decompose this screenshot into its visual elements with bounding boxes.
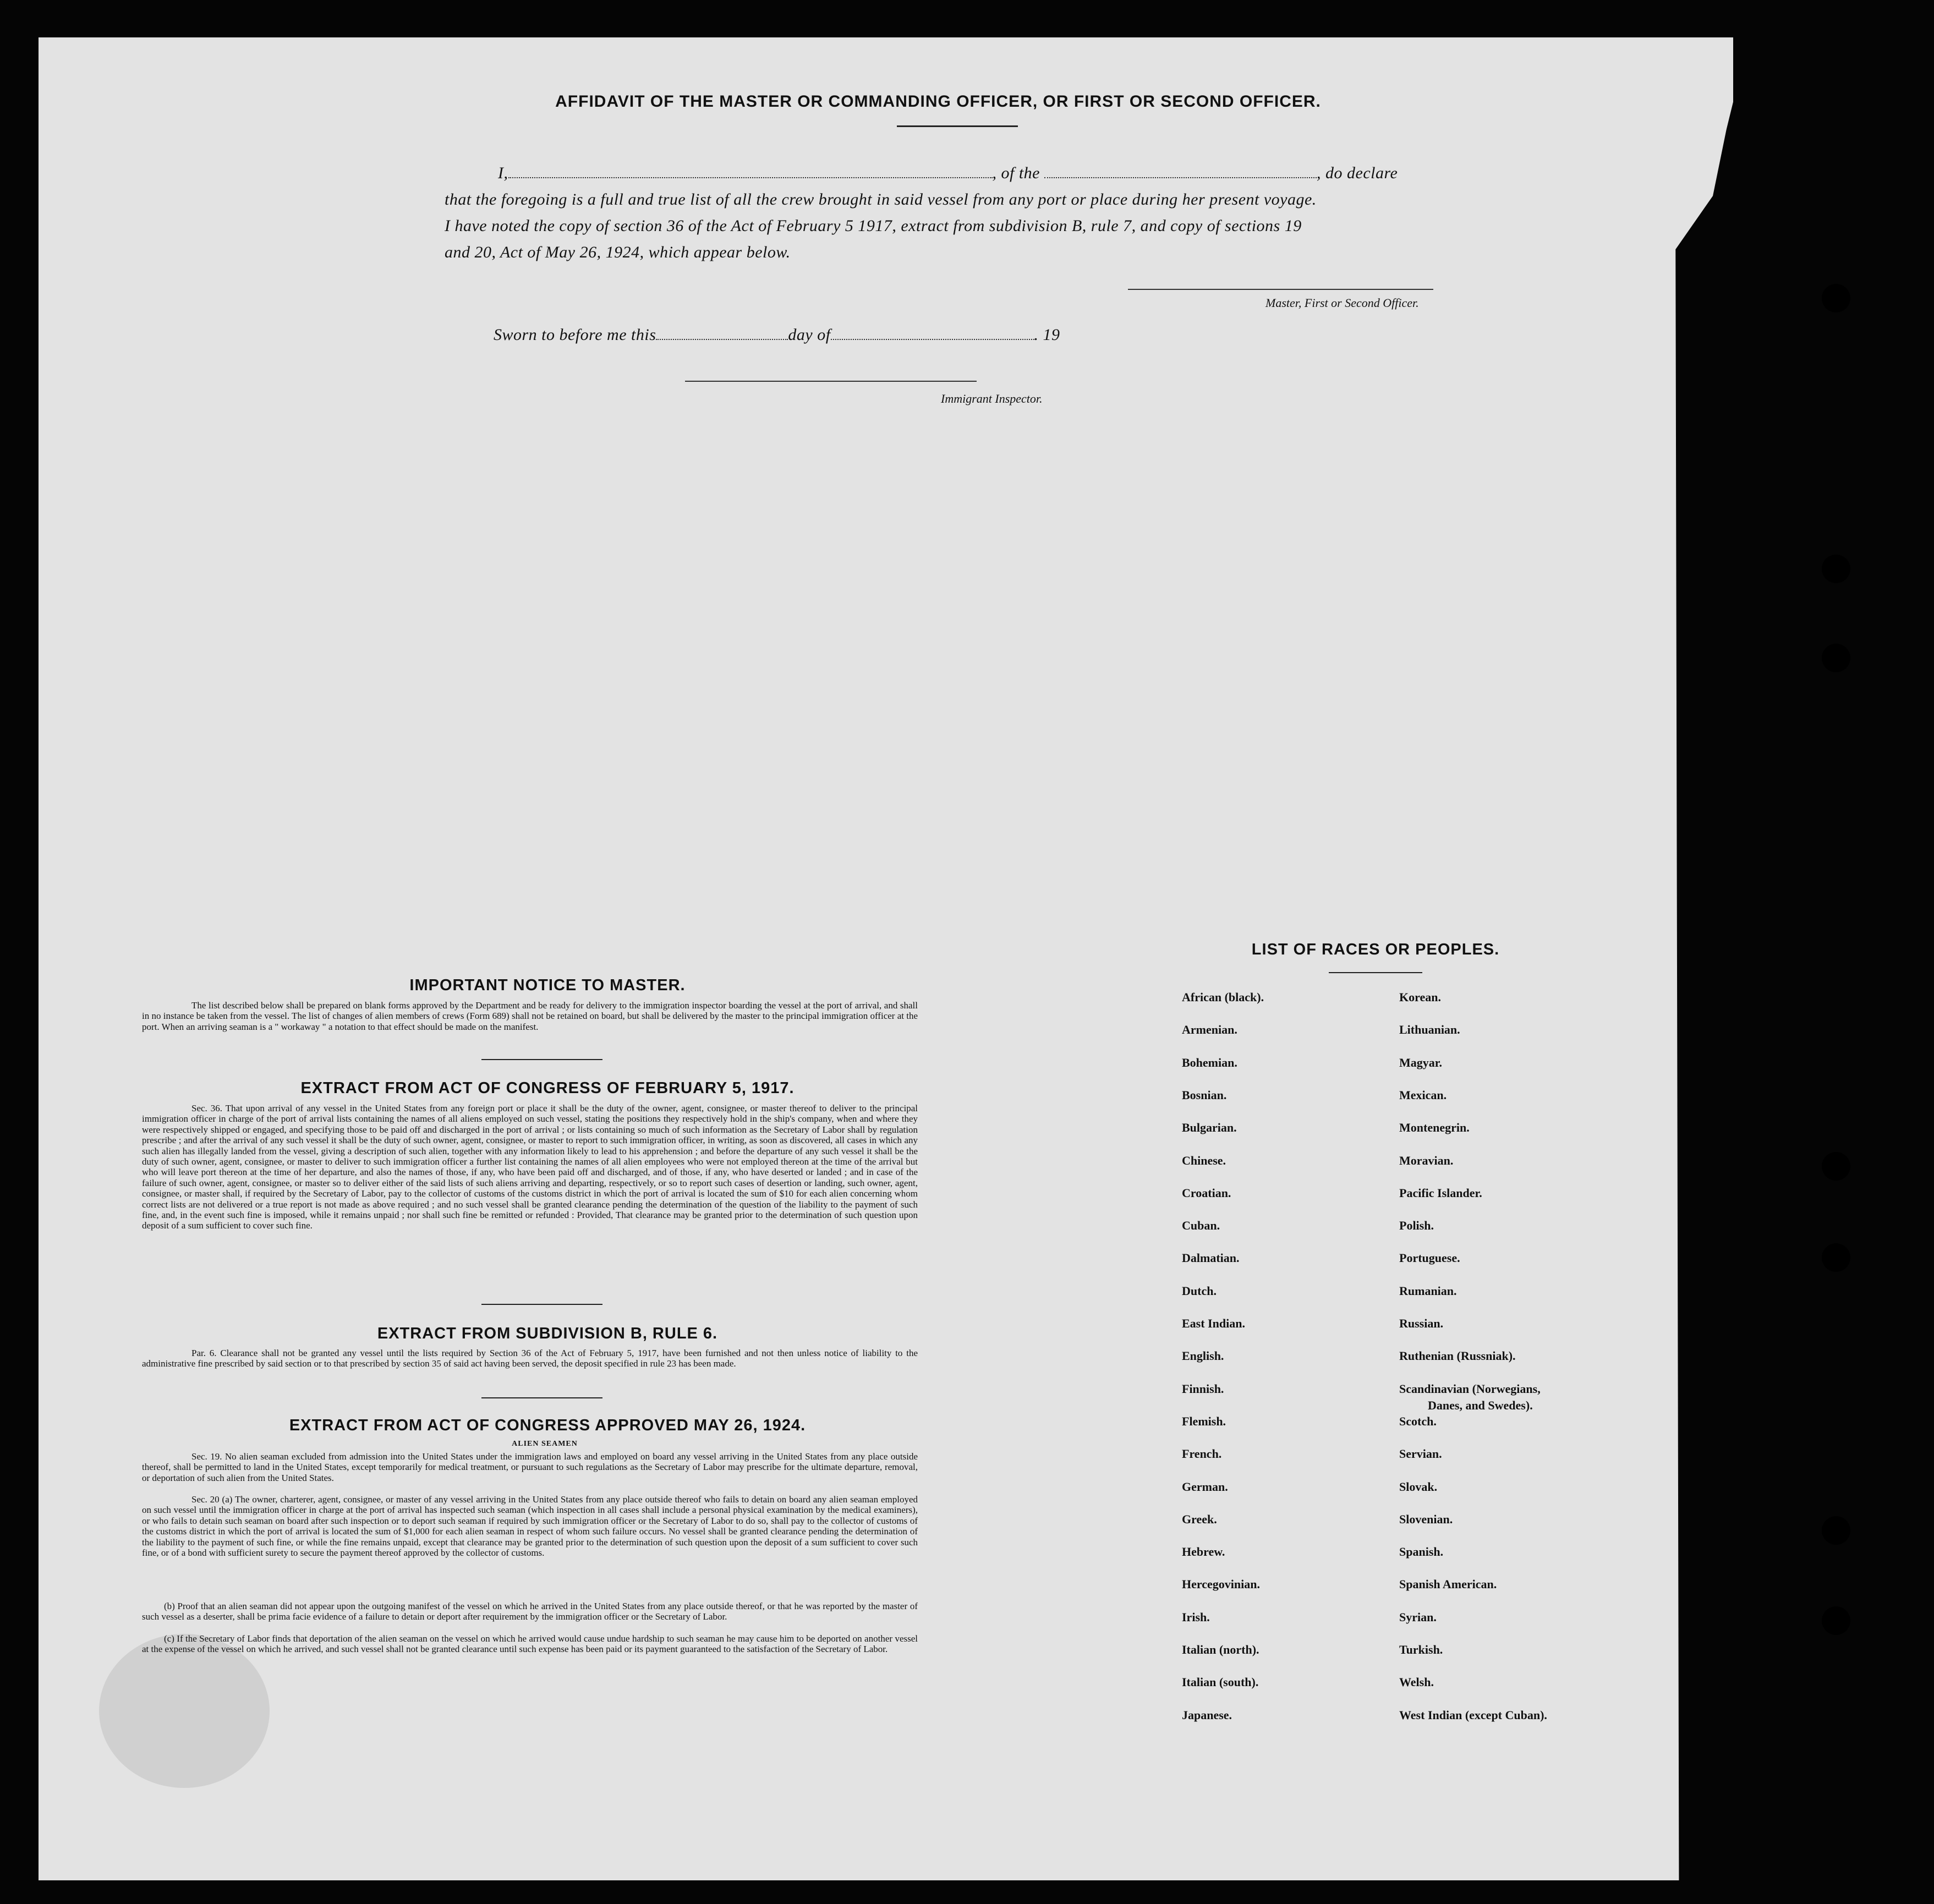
race-item: Welsh. [1399, 1675, 1434, 1689]
races-title: LIST OF RACES OR PEOPLES. [1251, 941, 1500, 958]
affidavit-line-2: that the foregoing is a full and true list of all the crew brought in said vessel from any port or place during her present voyage. [445, 190, 1317, 208]
race-item: Hebrew. [1182, 1545, 1225, 1559]
notice-title: IMPORTANT NOTICE TO MASTER. [409, 976, 686, 994]
race-item: Irish. [1182, 1610, 1210, 1624]
race-item: Mexican. [1399, 1088, 1447, 1102]
rule6-title: EXTRACT FROM SUBDIVISION B, RULE 6. [377, 1325, 718, 1342]
name-blank[interactable] [508, 165, 993, 178]
vessel-blank[interactable] [1044, 165, 1317, 178]
sec19-body: Sec. 19. No alien seaman excluded from admission into the United States under the immigration laws and employed on board any vessel arriving in the United States from any place outside thereof, shall be permitted to land in the United States, except temporarily for medical treatment, or pursuant to such regulations as the Secretary of Labor may prescribe for the ultimate departure, removal, or deportation of such alien from the United States. [142, 1451, 918, 1483]
sworn-line: Sworn to before me this day of . 19 [494, 326, 1060, 344]
race-item: English. [1182, 1349, 1224, 1363]
master-signature-line[interactable] [1128, 289, 1433, 290]
affidavit-line-4: and 20, Act of May 26, 1924, which appear below. [445, 243, 791, 261]
race-item: Bohemian. [1182, 1055, 1237, 1069]
race-item: Dutch. [1182, 1283, 1217, 1298]
race-item: East Indian. [1182, 1316, 1245, 1330]
race-item: Finnish. [1182, 1381, 1224, 1396]
section-rule [481, 1059, 602, 1060]
month-blank[interactable] [831, 327, 1034, 340]
master-caption: Master, First or Second Officer. [1265, 296, 1419, 310]
races-rule [1329, 972, 1422, 973]
section-rule [481, 1397, 602, 1398]
race-item: Ruthenian (Russniak). [1399, 1349, 1516, 1363]
race-item: Syrian. [1399, 1610, 1437, 1624]
race-item: Slovak. [1399, 1479, 1438, 1494]
race-item: Lithuanian. [1399, 1023, 1460, 1037]
punch-hole [1822, 1152, 1850, 1181]
race-item: Hercegovinian. [1182, 1577, 1260, 1592]
race-item: Spanish American. [1399, 1577, 1497, 1592]
race-item: Turkish. [1399, 1643, 1443, 1656]
race-item: Portuguese. [1399, 1251, 1460, 1265]
race-item: Japanese. [1182, 1708, 1232, 1722]
punch-hole [1822, 1516, 1850, 1545]
race-item: German. [1182, 1479, 1228, 1494]
race-item: Italian (north). [1182, 1643, 1259, 1656]
extract-1917-body: Sec. 36. That upon arrival of any vessel in the United States from any foreign port or place it shall be the duty of the owner, agent, consignee, or master thereof to deliver to the principal immigration officer in charge of the port of arrival lists containing the names of all aliens employed on such vessel, stating the positions they respectively hold in the ship's company, when and where they were respectively shipped or engaged, and specifying those to be paid off and discharged in the port of arrival ; or lists containing so much of such information as the Secretary of Labor shall by regulation prescribe ; and after the arrival of any such vessel it shall be the duty of such owner, agent, consignee, or master to report to such immigration officer, in writing, as soon as discovered, all cases in which any such alien has illegally landed from the vessel, giving a description of such alien, together with any information likely to lead to his apprehension ; and before the departure of any such vessel it shall be the duty of such owner, agent, consignee, or master to deliver to such immigration officer a further list containing the names of all alien employees who were not employed thereon at the time of the arrival but who will leave port thereon at the time of her departure, and also the names of those, if any, who have been paid off and discharged, and of those, if any, who have deserted or landed ; and in case of the failure of such owner, agent, consignee, or master so to deliver either of the said lists of such aliens arriving and departing, respectively, or so to report such cases of desertion or landing, such owner, agent, consignee, or master shall, if required by the Secretary of Labor, pay to the collector of customs of the customs district in which the port of arrival is located the sum of $10 for each alien concerning whom correct lists are not delivered or a true report is not made as above required ; and no such vessel shall be granted clearance pending the determination of the question of the liability to the payment of such fine, and, in the event such fine is imposed, while it remains unpaid ; nor shall such fine be remitted or refunded : Provided, That clearance may be granted prior to the determination of such question upon deposit of a sum sufficient to cover such fine. [142, 1103, 918, 1231]
punch-hole [1822, 284, 1850, 312]
sec20a-body: Sec. 20 (a) The owner, charterer, agent, consignee, or master of any vessel arriving in the United States from any place outside thereof who fails to detain on board any alien seaman employed on such vessel until the immigration officer in charge at the port of arrival has inspected such seaman (which inspection in all cases shall include a personal physical examination by the medical examiners), or who fails to detain such seaman on board after such inspection or to deport such seaman if required by such immigration officer or the Secretary of Labor to do so, shall pay to the collector of customs of the customs district in which the port of arrival is located the sum of $1,000 for each alien seaman in respect of whom such failure occurs. No vessel shall be granted clearance pending the determination of the liability to the payment of such fine, or while the fine remains unpaid, except that clearance may be granted prior to the determination of such question upon the deposit of a sum sufficient to cover such fine, or of a bond with sufficient surety to secure the payment thereof approved by the collector of customs. [142, 1494, 918, 1559]
race-item: Greek. [1182, 1512, 1217, 1526]
rule6-body: Par. 6. Clearance shall not be granted any vessel until the lists required by Section 36 of the Act of February 5, 1917, have been furnished and not then unless notice of liability to the administrative fine prescribed by said section or to that prescribed by section 35 of said act having been served, the deposit specified in rule 23 has been made. [142, 1348, 918, 1369]
race-item: Italian (south). [1182, 1675, 1259, 1689]
inspector-signature-line[interactable] [685, 381, 977, 382]
seal-stamp [99, 1634, 270, 1788]
race-item: Armenian. [1182, 1023, 1237, 1037]
race-item: West Indian (except Cuban). [1399, 1708, 1547, 1722]
punch-hole [1822, 644, 1850, 672]
race-item: Korean. [1399, 990, 1441, 1004]
sec20b-body: (b) Proof that an alien seaman did not appear upon the outgoing manifest of the vessel on which he arrived in the United States from any place outside thereof, or that he was reported by the master of such vessel as a deserter, shall be prima facie evidence of a failure to detain or deport after requirement by the immigration officer or the Secretary of Labor. [142, 1601, 918, 1622]
race-item: Montenegrin. [1399, 1121, 1470, 1135]
race-item-continuation: Danes, and Swedes). [1428, 1398, 1533, 1412]
notice-body: The list described below shall be prepared on blank forms approved by the Department and be ready for delivery to the immigration inspector boarding the vessel at the port of arrival, and shall in no instance be taken from the vessel. The list of changes of alien members of crews (Form 689) shall not be retained on board, but shall be delivered by the master to the principal immigration officer at the port. When an arriving seaman is a " workaway " a notation to that effect should be made on the manifest. [142, 1000, 918, 1032]
day-blank[interactable] [656, 327, 788, 340]
punch-hole [1822, 1243, 1850, 1272]
race-item: Russian. [1399, 1316, 1444, 1330]
sec20c-body: (c) If the Secretary of Labor finds that deportation of the alien seaman on the vessel on which he arrived would cause undue hardship to such seaman he may cause him to be deported on another vessel at the expense of the vessel on which he arrived, and such vessel shall not be granted clearance until such expense has been paid or its payment guaranteed to the satisfaction of the Secretary of Labor. [142, 1633, 918, 1655]
race-item: Bulgarian. [1182, 1121, 1237, 1135]
race-item: Dalmatian. [1182, 1251, 1240, 1265]
affidavit-line-3: I have noted the copy of section 36 of the Act of February 5 1917, extract from subdivision B, rule 7, and copy of sections 19 [445, 217, 1302, 235]
race-item: Spanish. [1399, 1545, 1444, 1559]
punch-hole [1822, 1606, 1850, 1635]
section-rule [481, 1304, 602, 1305]
extract-1924-subtitle: ALIEN SEAMEN [512, 1440, 578, 1448]
affidavit-line-1: I, , of the , do declare [498, 164, 1398, 182]
race-item: Flemish. [1182, 1414, 1226, 1428]
affidavit-title: AFFIDAVIT OF THE MASTER OR COMMANDING OFFICER, OR FIRST OR SECOND OFFICER. [555, 92, 1321, 111]
race-item: Bosnian. [1182, 1088, 1227, 1102]
race-item: Croatian. [1182, 1186, 1231, 1200]
title-rule [897, 125, 1018, 127]
race-item: Pacific Islander. [1399, 1186, 1482, 1200]
inspector-caption: Immigrant Inspector. [941, 392, 1043, 405]
race-item: French. [1182, 1447, 1222, 1461]
race-item: Chinese. [1182, 1153, 1226, 1167]
race-item: African (black). [1182, 990, 1264, 1004]
race-item: Rumanian. [1399, 1283, 1457, 1298]
race-item: Scotch. [1399, 1414, 1437, 1428]
race-item: Servian. [1399, 1447, 1442, 1461]
extract-1924-title: EXTRACT FROM ACT OF CONGRESS APPROVED MAY 26, 1924. [289, 1417, 806, 1434]
race-item: Scandinavian (Norwegians, [1399, 1381, 1541, 1396]
race-item: Slovenian. [1399, 1512, 1453, 1526]
punch-hole [1822, 555, 1850, 583]
race-item: Magyar. [1399, 1055, 1443, 1069]
extract-1917-title: EXTRACT FROM ACT OF CONGRESS OF FEBRUARY 5, 1917. [300, 1079, 795, 1097]
race-item: Polish. [1399, 1219, 1434, 1233]
race-item: Cuban. [1182, 1219, 1220, 1233]
race-item: Moravian. [1399, 1153, 1454, 1167]
